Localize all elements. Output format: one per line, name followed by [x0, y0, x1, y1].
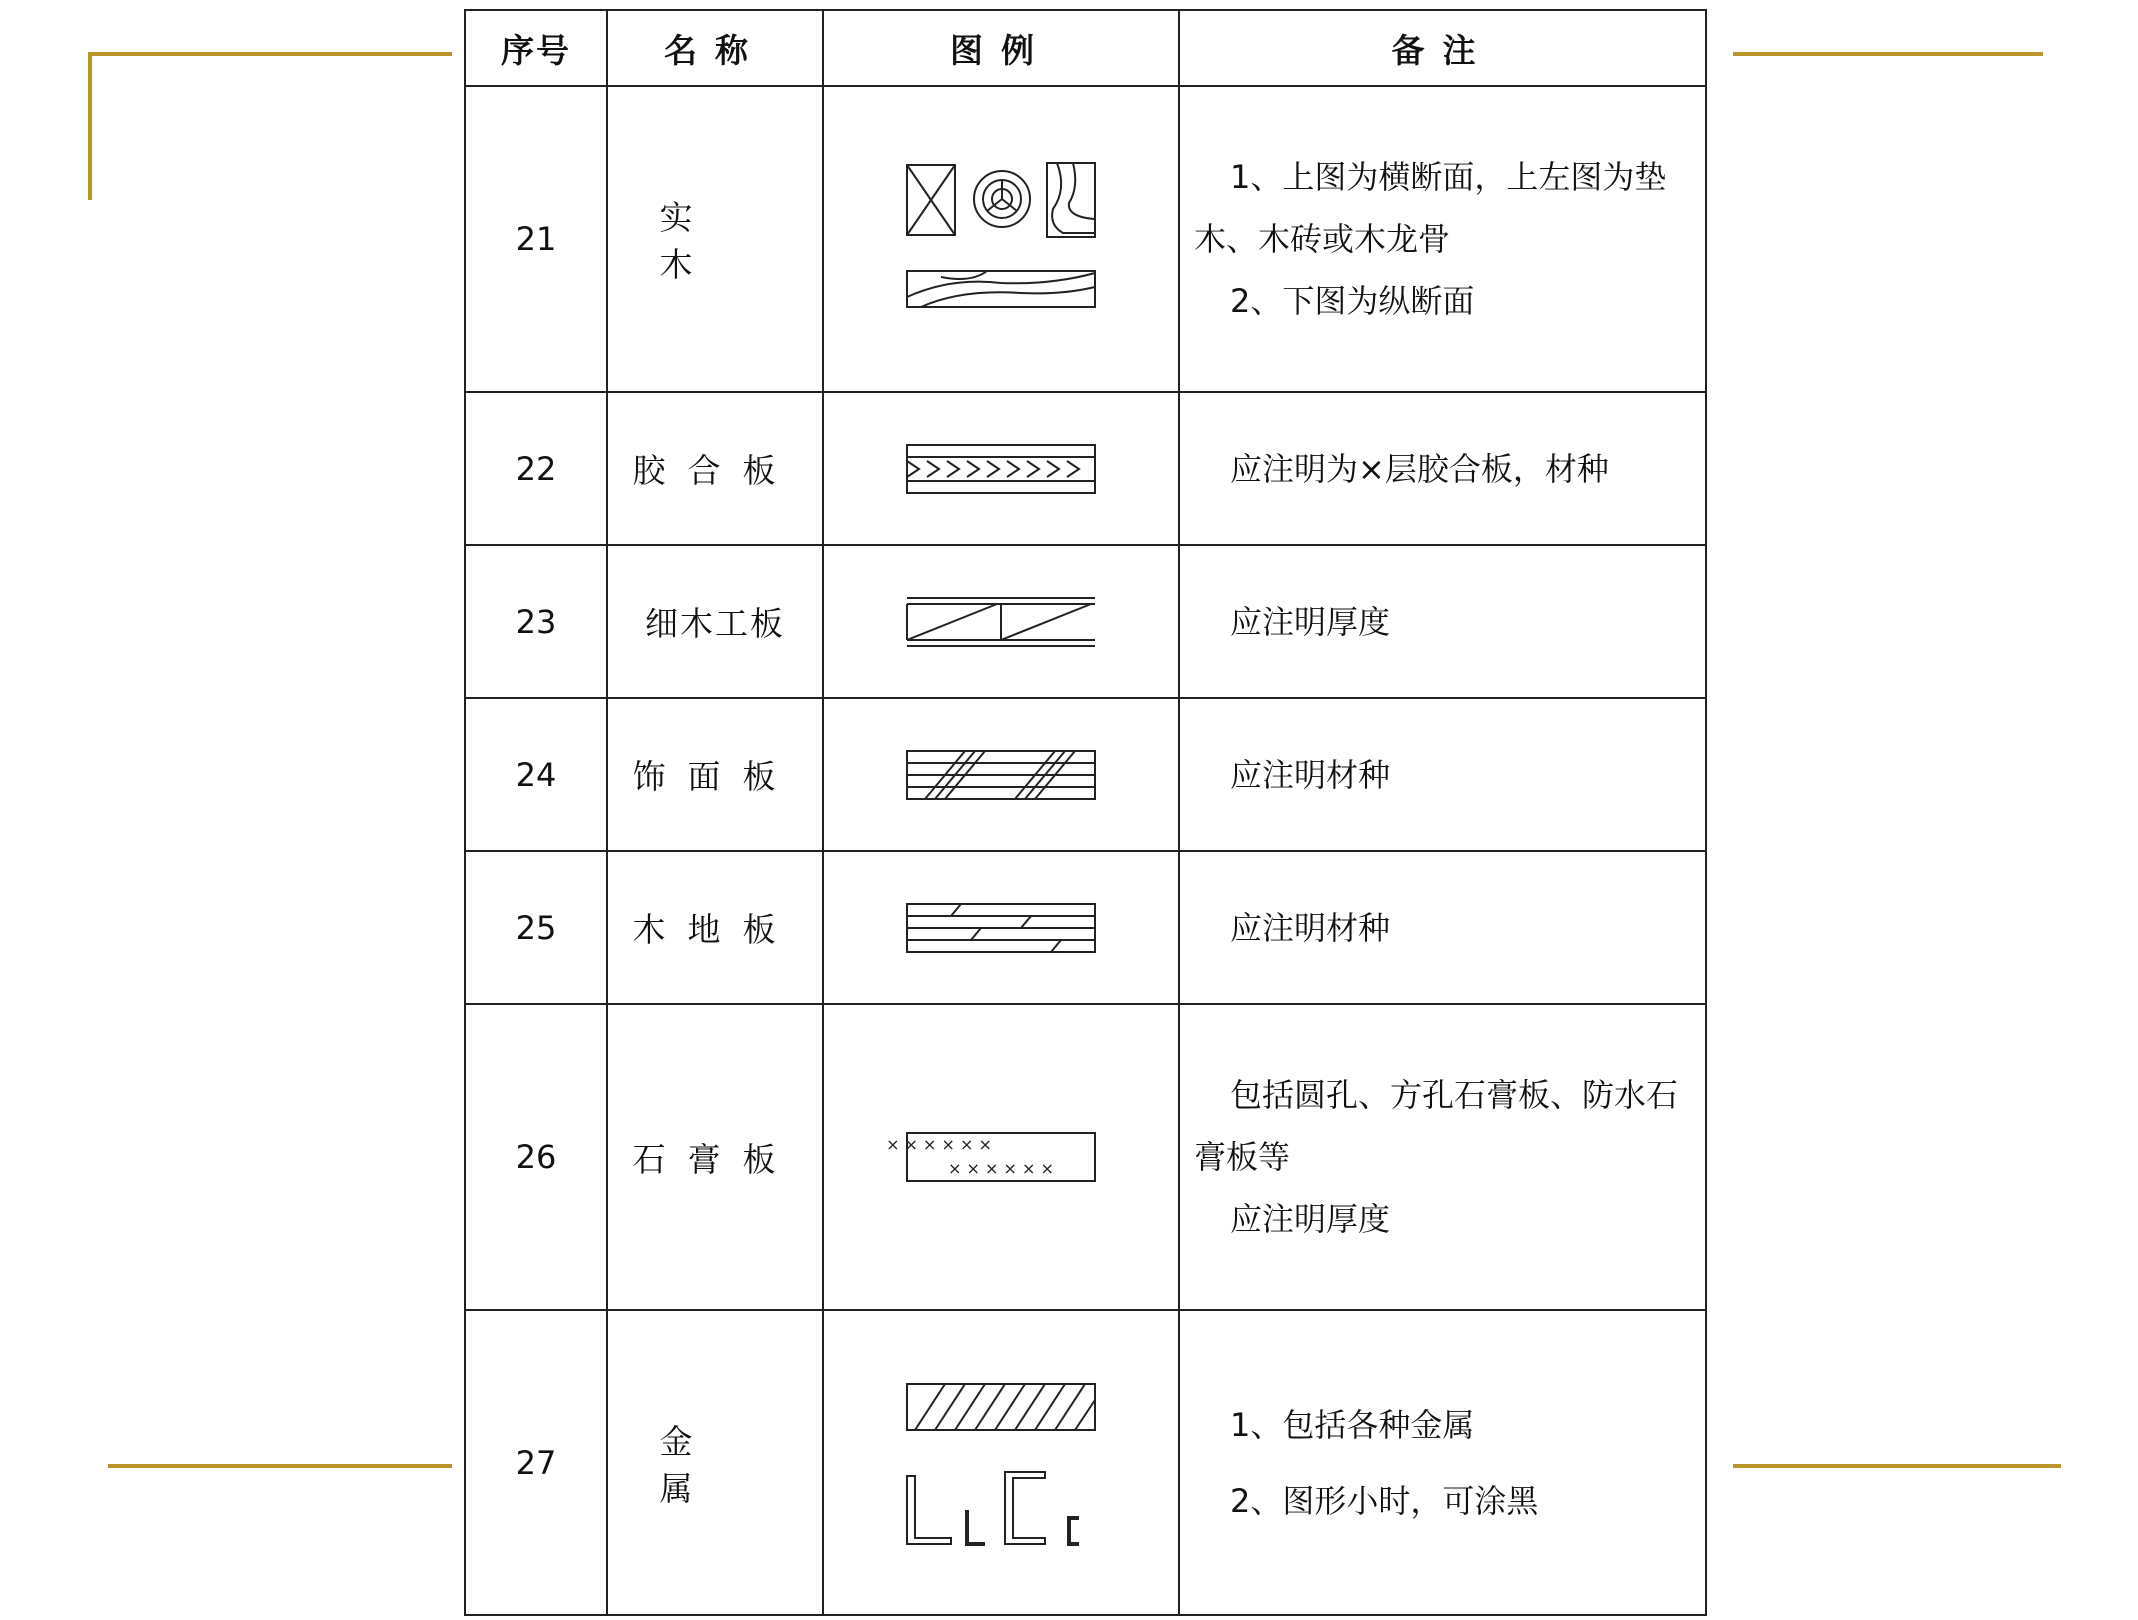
plywood-symbol: [901, 439, 1101, 499]
row-name: 实木: [659, 198, 771, 284]
table-row: [465, 545, 1706, 698]
wood-floor-symbol: [901, 898, 1101, 958]
row-name: 木地板: [632, 910, 798, 949]
decor-line-bottom-right: [1733, 1464, 2061, 1468]
metal-symbol: [901, 1378, 1101, 1548]
solid-wood-symbol: [901, 159, 1101, 319]
table-row: [465, 392, 1706, 545]
table-row: [465, 698, 1706, 851]
table-row: [465, 86, 1706, 392]
decor-line-top-left-v: [88, 52, 92, 200]
row-note-1: 应注明材种: [1230, 755, 1391, 794]
row-name: 胶合板: [632, 451, 798, 490]
row-name: 金属: [659, 1421, 771, 1508]
row-note-1: 1、包括各种金属: [1230, 1405, 1475, 1444]
decor-line-top-left-h: [88, 52, 452, 56]
header-seq: 序号: [465, 10, 607, 86]
row-seq: 23: [465, 545, 607, 698]
gypsum-board-symbol: [886, 1127, 1101, 1187]
row-name: 石膏板: [632, 1139, 798, 1179]
svg-text:× × × × × ×: × × × × × ×: [886, 1135, 992, 1154]
row-note-2: 2、图形小时，可涂黑: [1230, 1481, 1539, 1520]
row-note-1: 包括圆孔、方孔石膏板、防水石膏板等: [1194, 1076, 1679, 1176]
row-note-1: 应注明厚度: [1230, 602, 1391, 641]
row-note-1: 1、上图为横断面，上左图为垫木、木砖或木龙骨: [1194, 158, 1667, 258]
decor-line-top-right: [1733, 52, 2043, 56]
row-note-1: 应注明为×层胶合板，材种: [1230, 449, 1609, 488]
veneer-panel-symbol: [901, 745, 1101, 805]
row-seq: 26: [465, 1004, 607, 1310]
header-legend: 图例: [823, 10, 1179, 86]
row-note-1: 应注明材种: [1230, 908, 1391, 947]
row-note-2: 应注明厚度: [1230, 1200, 1391, 1238]
decor-line-bottom-left: [108, 1464, 452, 1468]
row-seq: 21: [465, 86, 607, 392]
table-header-row: [465, 10, 1706, 86]
blockboard-symbol: [901, 592, 1101, 652]
header-name: 名称: [607, 10, 823, 86]
table-row: [465, 1004, 1706, 1310]
table-row: [465, 851, 1706, 1004]
header-note: 备注: [1179, 10, 1706, 86]
row-note-2: 2、下图为纵断面: [1230, 282, 1475, 320]
row-seq: 27: [465, 1310, 607, 1615]
row-name: 细木工板: [645, 604, 785, 643]
row-seq: 24: [465, 698, 607, 851]
row-seq: 22: [465, 392, 607, 545]
table-row: [465, 1310, 1706, 1615]
svg-text:× × × × × ×: × × × × × ×: [948, 1159, 1054, 1178]
row-seq: 25: [465, 851, 607, 1004]
material-legend-table: [464, 9, 1707, 1616]
row-name: 饰面板: [632, 757, 798, 796]
